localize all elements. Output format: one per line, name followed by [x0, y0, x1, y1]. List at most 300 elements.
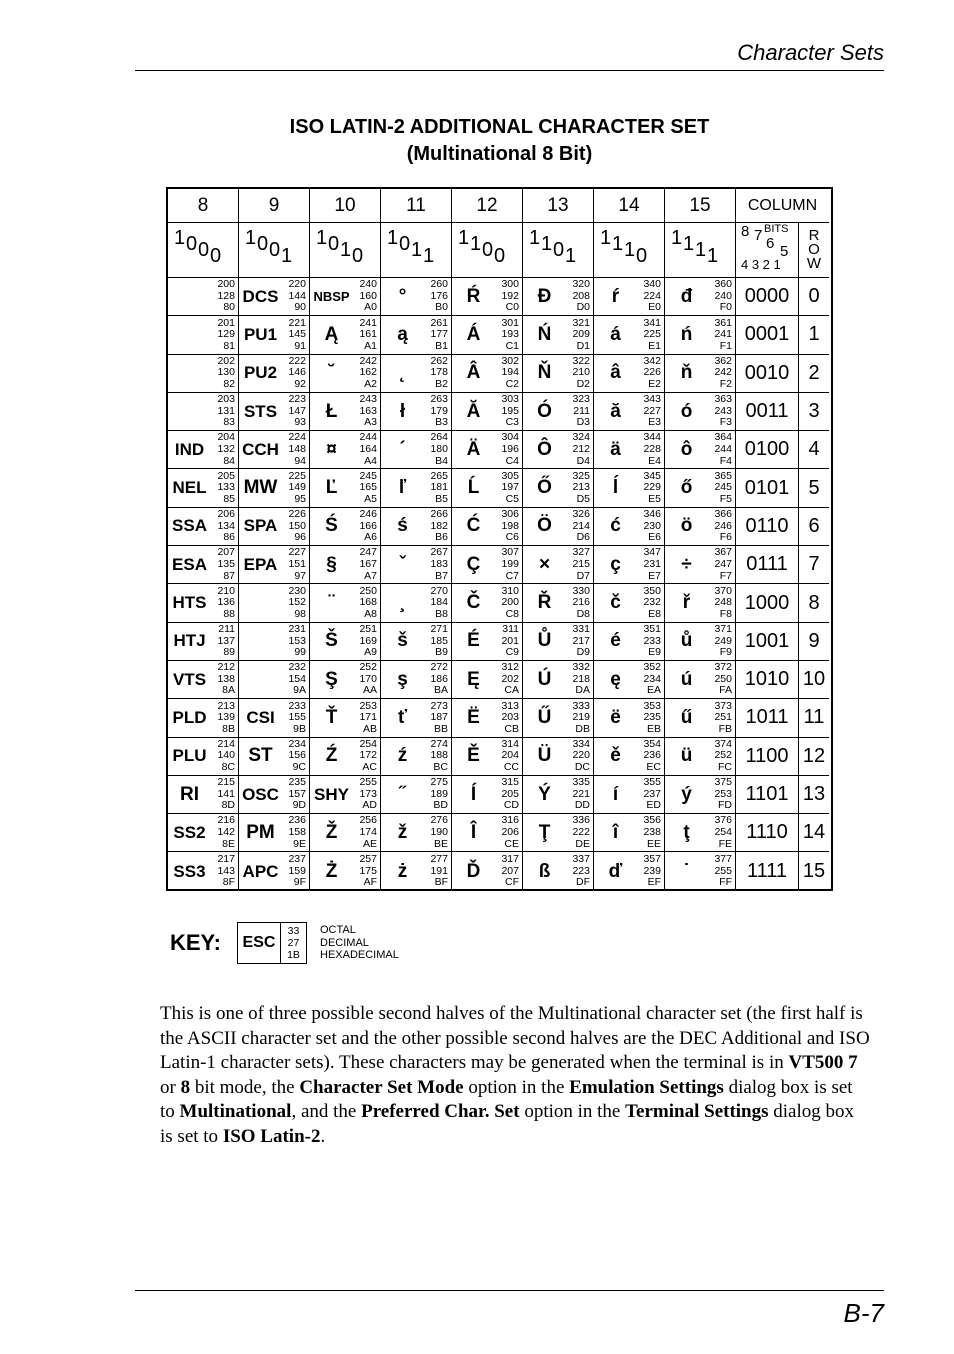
- octal-code: 303: [501, 393, 519, 406]
- bit-digit: 1: [600, 227, 612, 249]
- octal-code: 300: [501, 278, 519, 291]
- decimal-code: 144: [288, 289, 306, 302]
- code-cell: [424, 393, 452, 431]
- code-cell: [566, 355, 594, 393]
- decimal-code: 167: [359, 557, 377, 570]
- decimal-code: 182: [430, 519, 448, 532]
- char-cell: ô: [665, 431, 708, 469]
- char-cell: ˙: [683, 860, 690, 882]
- bit-digit: 1: [245, 227, 257, 249]
- code-cell: [708, 508, 736, 546]
- hex-code: EF: [647, 876, 661, 889]
- bit-digit: 1: [174, 227, 186, 249]
- column-bit-pattern: [239, 223, 310, 278]
- code-cell: [353, 393, 381, 431]
- octal-code: 241: [359, 316, 377, 329]
- decimal-code: 160: [359, 289, 377, 302]
- decimal-code: 246: [714, 519, 732, 532]
- decimal-code: 185: [430, 634, 448, 647]
- octal-code: 343: [643, 393, 661, 406]
- title-line-1: ISO LATIN-2 ADDITIONAL CHARACTER SET: [289, 116, 710, 138]
- decimal-code: 196: [501, 443, 519, 456]
- octal-code: 237: [288, 853, 306, 866]
- decimal-code: 249: [714, 634, 732, 647]
- code-cell: [708, 852, 736, 890]
- decimal-code: 159: [288, 864, 306, 877]
- decimal-code: 154: [288, 672, 306, 685]
- hex-code: BC: [433, 761, 448, 773]
- row-number: 7: [799, 546, 829, 584]
- octal-code: 274: [430, 737, 448, 750]
- column-bit-pattern: [381, 223, 452, 278]
- decimal-code: 201: [501, 634, 519, 647]
- char-cell: ű: [665, 699, 708, 737]
- octal-code: 363: [714, 393, 732, 406]
- code-cell: [566, 776, 594, 814]
- hex-code: 91: [294, 339, 306, 352]
- octal-code: 221: [288, 316, 306, 329]
- hex-code: A7: [364, 569, 377, 582]
- decimal-code: 129: [217, 328, 235, 341]
- hex-code: D6: [576, 531, 590, 544]
- bit-digit: 0: [210, 245, 222, 267]
- decimal-code: 193: [501, 328, 519, 341]
- bit-digit: 1: [565, 245, 577, 267]
- char-cell: Í: [452, 776, 495, 814]
- decimal-code: 181: [430, 481, 448, 494]
- hex-code: C4: [505, 454, 519, 467]
- hex-code: 99: [294, 646, 306, 659]
- char-cell: Á: [452, 316, 495, 354]
- char-cell: §: [310, 546, 353, 584]
- decimal-code: 192: [501, 289, 519, 302]
- code-cell: [282, 623, 310, 661]
- decimal-code: 132: [217, 443, 235, 456]
- char-cell: ç: [594, 546, 637, 584]
- hex-code: CA: [504, 684, 519, 697]
- decimal-code: 135: [217, 557, 235, 570]
- decimal-code: 172: [359, 749, 377, 762]
- paragraph-text: or: [160, 1076, 181, 1098]
- decimal-code: 252: [714, 749, 732, 762]
- hex-code: F6: [719, 531, 732, 544]
- octal-code: 246: [359, 508, 377, 521]
- octal-code: 215: [217, 776, 235, 789]
- decimal-code: 157: [288, 787, 306, 800]
- char-cell: đ: [665, 278, 708, 316]
- hex-code: 88: [223, 607, 235, 620]
- octal-code: 326: [572, 508, 590, 521]
- octal-code: 354: [643, 737, 661, 750]
- code-cell: [353, 278, 381, 316]
- hex-code: B1: [435, 339, 448, 352]
- code-cell: [282, 661, 310, 699]
- code-cell: [211, 661, 239, 699]
- paragraph-text: .: [320, 1125, 326, 1147]
- code-cell: [708, 393, 736, 431]
- char-cell: EPA: [239, 546, 282, 584]
- decimal-code: 177: [430, 328, 448, 341]
- octal-code: 205: [217, 469, 235, 482]
- code-cell: [424, 508, 452, 546]
- code-cell: [495, 546, 523, 584]
- hex-code: E4: [648, 454, 661, 467]
- code-cell: [637, 469, 665, 507]
- bit-digit: 1: [671, 227, 683, 249]
- hex-code: B4: [435, 454, 448, 467]
- octal-code: 244: [359, 431, 377, 444]
- code-cell: [637, 738, 665, 776]
- code-cell: [282, 776, 310, 814]
- char-cell: ć: [594, 508, 637, 546]
- decimal-code: 158: [288, 826, 306, 838]
- char-cell: Ď: [466, 860, 481, 882]
- key-example-codes: [280, 923, 306, 963]
- bit-digit: 1: [470, 233, 482, 255]
- decimal-code: 248: [714, 596, 732, 609]
- char-cell: MW: [239, 469, 282, 507]
- hex-code: D7: [576, 569, 590, 582]
- key-hex: 1B: [287, 949, 300, 961]
- bold-term: ISO Latin-2: [222, 1125, 321, 1147]
- code-cell: [708, 431, 736, 469]
- code-cell: [566, 738, 594, 776]
- decimal-code: 231: [643, 557, 661, 570]
- code-cell: [637, 776, 665, 814]
- hex-code: E1: [648, 339, 661, 352]
- char-cell: ˝: [381, 776, 424, 814]
- row-number: 4: [799, 431, 829, 469]
- char-cell: Ó: [523, 393, 566, 431]
- octal-code: 362: [714, 354, 732, 367]
- key-legend-hex: HEXADECIMAL: [320, 949, 399, 961]
- char-cell: ˘: [310, 355, 353, 393]
- code-cell: [353, 699, 381, 737]
- code-cell: [566, 469, 594, 507]
- octal-code: 315: [501, 776, 519, 789]
- bit-digit: 0: [186, 233, 198, 255]
- decimal-code: 236: [643, 749, 661, 762]
- char-cell: [239, 584, 282, 622]
- code-cell: [637, 661, 665, 699]
- octal-code: 264: [430, 431, 448, 444]
- octal-code: 206: [217, 508, 235, 521]
- bits-legend: [736, 223, 799, 278]
- hex-code: AE: [362, 837, 377, 850]
- octal-code: 214: [217, 737, 235, 750]
- hex-code: AB: [362, 722, 377, 735]
- char-cell: SS3: [173, 861, 206, 881]
- octal-code: 357: [643, 853, 661, 866]
- octal-code: 364: [714, 431, 732, 444]
- bit-digit: 0: [636, 245, 648, 267]
- char-cell: [168, 278, 211, 316]
- char-cell: Ť: [310, 699, 353, 737]
- row-number: 13: [799, 776, 829, 814]
- row-number: 6: [799, 508, 829, 546]
- hex-code: BD: [433, 799, 448, 812]
- hex-code: EC: [646, 761, 661, 773]
- hex-code: FF: [719, 876, 732, 889]
- bit-digit: 0: [257, 233, 269, 255]
- row-number: 5: [799, 469, 829, 507]
- hex-code: B0: [435, 301, 448, 314]
- decimal-code: 145: [288, 328, 306, 341]
- hex-code: 8F: [222, 876, 235, 889]
- hex-code: 8E: [222, 837, 235, 850]
- char-cell: SPA: [239, 508, 282, 546]
- octal-code: 302: [501, 354, 519, 367]
- char-cell: ü: [665, 738, 708, 776]
- decimal-code: 186: [430, 672, 448, 685]
- code-cell: [211, 584, 239, 622]
- octal-code: 304: [501, 431, 519, 444]
- hex-code: 80: [223, 301, 235, 314]
- octal-code: 353: [643, 699, 661, 712]
- hex-code: CD: [503, 799, 519, 812]
- row-binary: 1100: [736, 738, 799, 776]
- char-cell: Ä: [452, 431, 495, 469]
- hex-code: 82: [223, 378, 235, 391]
- decimal-code: 209: [572, 328, 590, 341]
- char-cell: Ň: [523, 355, 566, 393]
- decimal-code: 130: [217, 366, 235, 379]
- octal-code: 275: [430, 776, 448, 789]
- char-cell: [168, 393, 211, 431]
- octal-code: 242: [359, 354, 377, 367]
- hex-code: F0: [719, 301, 732, 314]
- bit-digit: 0: [269, 239, 281, 261]
- decimal-code: 197: [501, 481, 519, 494]
- row-binary: 1010: [736, 661, 799, 699]
- char-cell: DCS: [239, 278, 282, 316]
- hex-code: BB: [433, 722, 448, 735]
- code-cell: [637, 278, 665, 316]
- octal-code: 234: [288, 737, 306, 750]
- octal-code: 222: [288, 354, 306, 367]
- hex-code: DD: [574, 799, 590, 812]
- code-cell: [566, 699, 594, 737]
- code-cell: [282, 355, 310, 393]
- decimal-code: 215: [572, 557, 590, 570]
- row-binary: 1011: [736, 699, 799, 737]
- code-cell: [353, 623, 381, 661]
- char-cell: PM: [239, 814, 282, 852]
- octal-code: 316: [501, 814, 519, 827]
- code-cell: [566, 852, 594, 890]
- hex-code: C7: [505, 569, 519, 582]
- hex-code: A1: [364, 339, 377, 352]
- row-number: 1: [799, 316, 829, 354]
- code-cell: [495, 776, 523, 814]
- char-cell: Ř: [523, 584, 566, 622]
- octal-code: 247: [359, 546, 377, 559]
- hex-code: A8: [364, 607, 377, 620]
- key-legend: [320, 924, 399, 962]
- decimal-code: 240: [714, 289, 732, 302]
- hex-code: AD: [362, 799, 377, 812]
- char-cell: NEL: [168, 469, 211, 507]
- code-cell: [495, 393, 523, 431]
- code-cell: [708, 699, 736, 737]
- hex-code: B8: [435, 607, 448, 620]
- code-cell: [708, 355, 736, 393]
- char-cell: Ś: [310, 508, 353, 546]
- decimal-code: 237: [643, 787, 661, 800]
- code-cell: [566, 661, 594, 699]
- hex-code: 97: [294, 569, 306, 582]
- hex-code: A2: [364, 378, 377, 391]
- hex-code: C3: [505, 416, 519, 429]
- char-cell: SSA: [168, 508, 211, 546]
- decimal-code: 241: [714, 328, 732, 341]
- char-cell: Ŕ: [452, 278, 495, 316]
- hex-code: C1: [505, 339, 519, 352]
- char-cell: ł: [381, 393, 424, 431]
- char-cell: ŕ: [594, 278, 637, 316]
- hex-code: F9: [719, 646, 732, 659]
- code-cell: [282, 584, 310, 622]
- code-cell: [637, 623, 665, 661]
- row-binary: 0100: [736, 431, 799, 469]
- paragraph-text: This is one of three possible second halves of the Multinational character set (the first half is the ASCII character set and the other possible second halves are the DEC Additional and ISO Latin-1 character sets). These characters may be generated when the terminal is in: [160, 1003, 870, 1074]
- octal-code: 332: [572, 661, 590, 674]
- code-cell: [211, 393, 239, 431]
- hex-code: A6: [364, 531, 377, 544]
- octal-code: 203: [217, 393, 235, 406]
- decimal-code: 178: [430, 366, 448, 379]
- char-cell: Ü: [523, 738, 566, 776]
- decimal-code: 233: [643, 634, 661, 647]
- bold-term: Emulation Settings: [569, 1076, 724, 1098]
- hex-code: A5: [364, 492, 377, 505]
- char-cell: APC: [242, 861, 279, 881]
- column-number: 13: [523, 189, 594, 223]
- code-cell: [211, 355, 239, 393]
- code-cell: [353, 469, 381, 507]
- char-cell: ť: [381, 699, 424, 737]
- char-cell: OSC: [239, 776, 282, 814]
- octal-code: 277: [430, 853, 448, 866]
- code-cell: [282, 393, 310, 431]
- decimal-code: 243: [714, 404, 732, 417]
- code-cell: [566, 508, 594, 546]
- code-cell: [566, 393, 594, 431]
- column-bit-pattern: [665, 223, 736, 278]
- column-number: 11: [381, 189, 452, 223]
- row-number: 9: [799, 623, 829, 661]
- bold-term: Terminal Settings: [625, 1101, 769, 1123]
- octal-code: 305: [501, 469, 519, 482]
- code-cell: [495, 355, 523, 393]
- char-cell: ă: [594, 393, 637, 431]
- code-cell: [708, 278, 736, 316]
- bit-digit: 1: [707, 245, 719, 267]
- octal-code: 337: [572, 853, 590, 866]
- char-cell: Ż: [325, 860, 338, 882]
- octal-code: 346: [643, 508, 661, 521]
- bit-digit: 1: [281, 245, 293, 267]
- bit-digit: 1: [695, 239, 707, 261]
- octal-code: 216: [217, 814, 235, 827]
- octal-code: 257: [359, 853, 377, 866]
- row-binary: 1000: [736, 584, 799, 622]
- hex-code: 87: [223, 569, 235, 582]
- hex-code: E3: [648, 416, 661, 429]
- decimal-code: 195: [501, 404, 519, 417]
- hex-code: 98: [294, 607, 306, 620]
- hex-code: 89: [223, 646, 235, 659]
- row-binary: 0111: [736, 546, 799, 584]
- code-cell: [637, 584, 665, 622]
- hex-code: 84: [223, 454, 235, 467]
- code-cell: [211, 278, 239, 316]
- char-cell: °: [381, 278, 424, 316]
- char-cell: í: [594, 776, 637, 814]
- header-rule: [135, 70, 884, 71]
- hex-code: C6: [505, 531, 519, 544]
- char-cell: Ĺ: [452, 469, 495, 507]
- code-cell: [495, 623, 523, 661]
- hex-code: 96: [294, 531, 306, 544]
- key-legend-decimal: DECIMAL: [320, 936, 369, 949]
- hex-code: CF: [505, 876, 519, 889]
- row-number: 10: [799, 661, 829, 699]
- octal-code: 317: [501, 853, 519, 866]
- hex-code: FA: [719, 684, 732, 697]
- code-cell: [353, 546, 381, 584]
- decimal-code: 198: [501, 519, 519, 532]
- code-cell: [708, 814, 736, 852]
- octal-code: 374: [714, 737, 732, 750]
- octal-code: 270: [430, 584, 448, 597]
- char-cell: HTJ: [168, 623, 211, 661]
- hex-code: 8C: [221, 761, 235, 773]
- code-cell: [353, 738, 381, 776]
- decimal-code: 143: [217, 864, 235, 877]
- hex-code: A9: [364, 646, 377, 659]
- hex-code: A3: [364, 416, 377, 429]
- page-title: [166, 114, 833, 168]
- hex-code: FD: [718, 799, 732, 812]
- decimal-code: 165: [359, 481, 377, 494]
- code-cell: [637, 355, 665, 393]
- hex-code: FC: [718, 761, 732, 773]
- char-cell: Ö: [523, 508, 566, 546]
- octal-code: 360: [714, 278, 732, 291]
- char-cell: ú: [665, 661, 708, 699]
- hex-code: E0: [648, 301, 661, 314]
- decimal-code: 131: [217, 404, 235, 417]
- row-binary: 0101: [736, 469, 799, 507]
- decimal-code: 202: [501, 672, 519, 685]
- decimal-code: 221: [572, 787, 590, 800]
- octal-code: 254: [359, 737, 377, 750]
- decimal-code: 219: [572, 711, 590, 724]
- decimal-code: 199: [501, 557, 519, 570]
- hex-code: D1: [576, 339, 590, 352]
- code-cell: [708, 584, 736, 622]
- row-binary: 0011: [736, 393, 799, 431]
- octal-code: 376: [714, 814, 732, 827]
- bit-digit: 1: [624, 239, 636, 261]
- char-cell: ś: [381, 508, 424, 546]
- row-binary: 1101: [736, 776, 799, 814]
- char-cell: ď: [608, 860, 623, 882]
- bits-legend-b5: 5: [780, 243, 789, 260]
- bold-term: VT500 7: [788, 1052, 858, 1074]
- hex-code: 86: [223, 531, 235, 544]
